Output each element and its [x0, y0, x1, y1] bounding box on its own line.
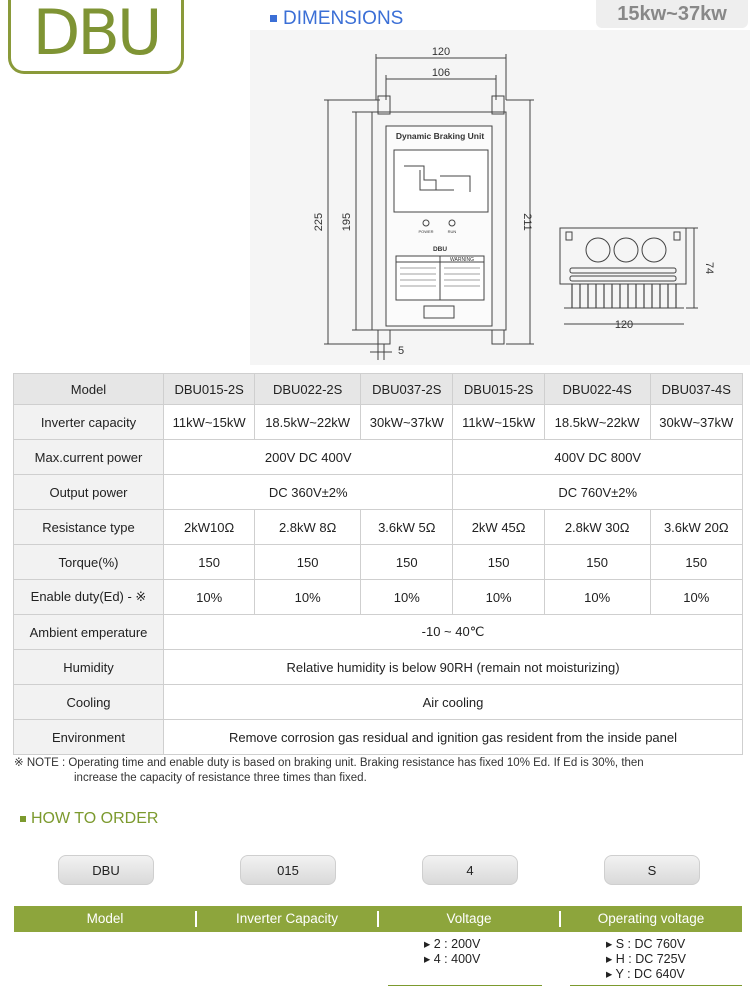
table-row: [14, 405, 743, 440]
row-label: Humidity: [14, 650, 164, 685]
row-label: Cooling: [14, 685, 164, 720]
row-label: Max.current power: [14, 440, 164, 475]
bullet-square-icon: [20, 816, 26, 822]
table-cell: 30kW~37kW: [650, 405, 742, 440]
operating-voltage-options: [606, 937, 686, 982]
table-cell: 10%: [361, 580, 453, 615]
table-cell: 2.8kW 30Ω: [544, 510, 650, 545]
table-cell: 30kW~37kW: [361, 405, 453, 440]
table-row: [14, 440, 743, 475]
table-cell: 18.5kW~22kW: [255, 405, 361, 440]
table-cell: 10%: [164, 580, 255, 615]
table-row: [14, 475, 743, 510]
table-row: [14, 545, 743, 580]
table-cell: 150: [361, 545, 453, 580]
table-cell: 10%: [453, 580, 544, 615]
table-row: [14, 615, 743, 650]
table-cell: 11kW~15kW: [453, 405, 544, 440]
dim-height-right: 211: [521, 213, 533, 231]
header-model: DBU037-4S: [650, 374, 742, 405]
led-label-power: POWER: [418, 229, 434, 234]
order-code-voltage: 4: [422, 855, 518, 885]
order-code-operating: S: [604, 855, 700, 885]
table-cell: 10%: [255, 580, 361, 615]
table-cell: 18.5kW~22kW: [544, 405, 650, 440]
row-label: Ambient emperature: [14, 615, 164, 650]
list-item: ▸ Y : DC 640V: [606, 967, 685, 981]
dimensions-heading: DIMENSIONS: [270, 8, 403, 30]
header-model: DBU022-4S: [544, 374, 650, 405]
dim-width-inner: 106: [431, 67, 451, 79]
row-label: Output power: [14, 475, 164, 510]
table-cell: 150: [650, 545, 742, 580]
voltage-options: [424, 937, 480, 967]
header-model: DBU037-2S: [361, 374, 453, 405]
table-cell: 3.6kW 5Ω: [361, 510, 453, 545]
list-item: ▸ 2 : 200V: [424, 937, 481, 951]
operating-underline: [570, 985, 742, 986]
order-code-capacity: 015: [240, 855, 336, 885]
row-label: Environment: [14, 720, 164, 755]
table-header-row: [14, 374, 743, 405]
power-range-badge: 15kw~37kw: [596, 0, 748, 28]
table-cell: Relative humidity is below 90RH (remain not moisturizing): [164, 650, 743, 685]
table-cell: 400V DC 800V: [453, 440, 743, 475]
dim-side-height: 74: [703, 261, 715, 275]
row-label: Inverter capacity: [14, 405, 164, 440]
column-divider: [195, 911, 197, 927]
note-line-2: increase the capacity of resistance three times than fixed.: [74, 772, 367, 784]
table-row: [14, 685, 743, 720]
order-column-bar: [14, 906, 742, 932]
order-column-operating: Operating voltage: [597, 911, 705, 926]
table-cell: -10 ~ 40℃: [164, 615, 743, 650]
voltage-underline: [388, 985, 542, 986]
list-item: ▸ S : DC 760V: [606, 937, 686, 951]
note-line-1: ※ NOTE : Operating time and enable duty is based on braking unit. Braking resistance has fixed 10% Ed. If Ed is 30%, then: [14, 757, 644, 769]
header-model: DBU015-2S: [164, 374, 255, 405]
note-text: [14, 756, 742, 786]
panel-model-label: DBU: [432, 246, 448, 253]
table-cell: 3.6kW 20Ω: [650, 510, 742, 545]
spec-table: [13, 373, 743, 755]
dim-height-inner: 195: [341, 212, 353, 232]
logo-text: DBU: [32, 0, 160, 69]
row-label: Resistance type: [14, 510, 164, 545]
order-code-model: DBU: [58, 855, 154, 885]
table-cell: 11kW~15kW: [164, 405, 255, 440]
table-cell: DC 360V±2%: [164, 475, 453, 510]
order-column-voltage: Voltage: [446, 911, 492, 926]
dim-height-outer: 225: [313, 212, 325, 232]
list-item: ▸ H : DC 725V: [606, 952, 686, 966]
row-label: Enable duty(Ed) - ※: [14, 580, 164, 615]
table-row: [14, 510, 743, 545]
table-row: [14, 650, 743, 685]
table-cell: 150: [255, 545, 361, 580]
dimension-drawing: [0, 0, 750, 370]
led-label-run: RUN: [447, 229, 457, 234]
table-cell: 2kW10Ω: [164, 510, 255, 545]
table-cell: 150: [544, 545, 650, 580]
table-cell: DC 760V±2%: [453, 475, 743, 510]
order-column-capacity: Inverter Capacity: [235, 911, 339, 926]
dim-width-outer: 120: [431, 46, 451, 58]
header-model: DBU015-2S: [453, 374, 544, 405]
how-to-order-heading: HOW TO ORDER: [20, 810, 158, 828]
table-cell: 150: [453, 545, 544, 580]
dim-bottom-offset: 5: [398, 345, 405, 357]
table-cell: 2.8kW 8Ω: [255, 510, 361, 545]
table-cell: 10%: [650, 580, 742, 615]
table-cell: 200V DC 400V: [164, 440, 453, 475]
table-cell: Air cooling: [164, 685, 743, 720]
header-model-label: Model: [14, 374, 164, 405]
table-cell: 10%: [544, 580, 650, 615]
order-column-model: Model: [86, 911, 124, 926]
table-cell: 150: [164, 545, 255, 580]
column-divider: [377, 911, 379, 927]
table-cell: 2kW 45Ω: [453, 510, 544, 545]
list-item: ▸ 4 : 400V: [424, 952, 481, 966]
warning-label: WARNING: [450, 257, 474, 263]
table-row: [14, 580, 743, 615]
panel-title: Dynamic Braking Unit: [395, 131, 485, 141]
row-label: Torque(%): [14, 545, 164, 580]
dim-side-width: 120: [614, 319, 634, 331]
header-model: DBU022-2S: [255, 374, 361, 405]
column-divider: [559, 911, 561, 927]
table-row: [14, 720, 743, 755]
table-cell: Remove corrosion gas residual and ignition gas resident from the inside panel: [164, 720, 743, 755]
